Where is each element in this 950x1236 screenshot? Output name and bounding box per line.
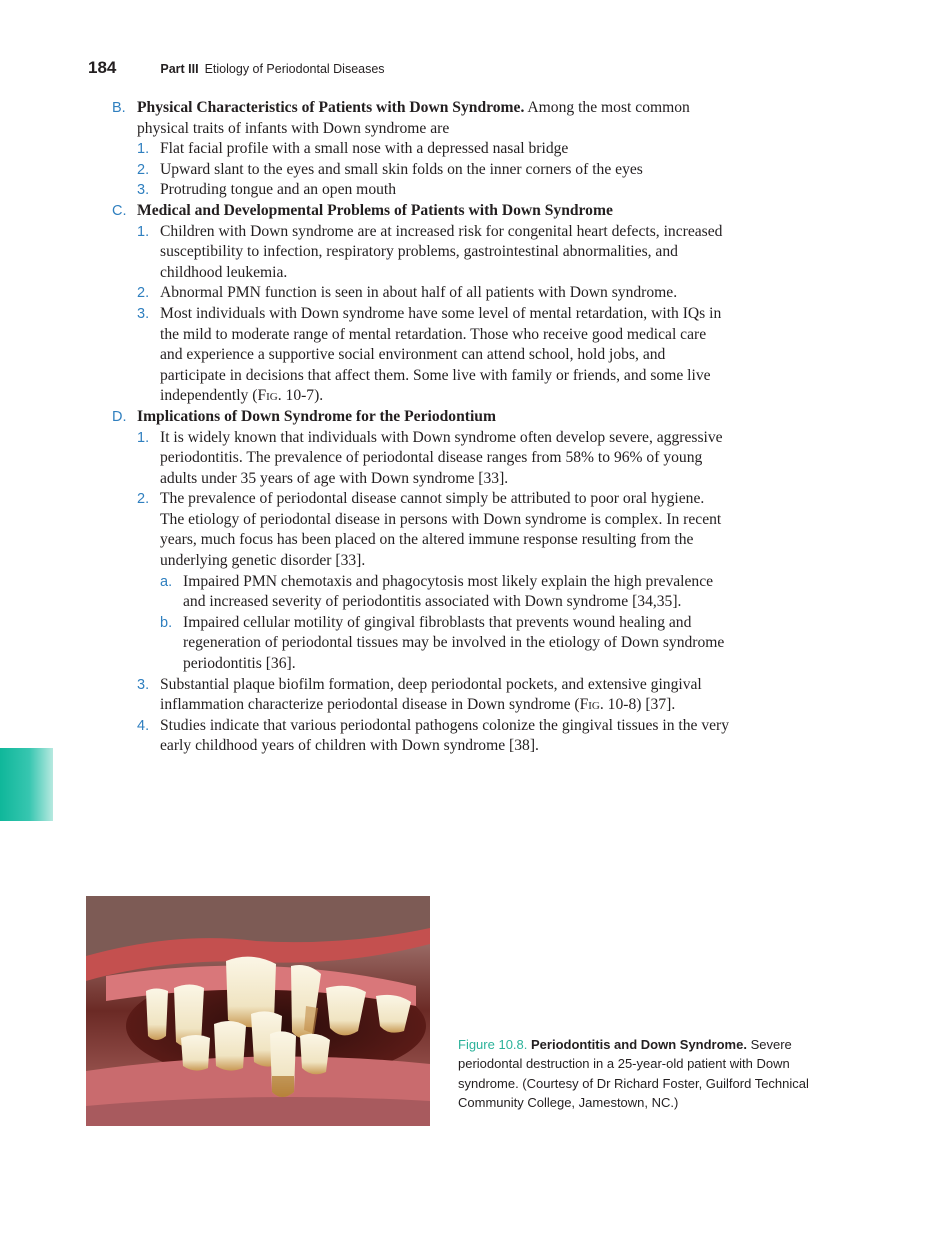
sub-list-item	[160, 613, 732, 675]
list-item	[137, 139, 732, 160]
part-label: Part III	[160, 62, 199, 76]
sub-list-letter: a.	[160, 573, 173, 590]
section-text	[137, 98, 732, 139]
list-text: Upward slant to the eyes and small skin folds on the inner corners of the eyes	[160, 160, 643, 178]
section-c	[112, 201, 732, 222]
figure-caption	[458, 1035, 818, 1113]
sub-list-text: Impaired PMN chemotaxis and phagocytosis most likely explain the high prevalence and increased severity of periodontitis associated with Down syndrome [34,35].	[183, 572, 714, 611]
sub-list-text: Impaired cellular motility of gingival fibroblasts that prevents wound healing and regeneration of periodontal tissues may be involved in the etiology of Down syndrome periodontitis [36].	[183, 613, 725, 673]
list-text: Children with Down syndrome are at increased risk for congenital heart defects, increased susceptibility to infection, respiratory problems, gastrointestinal abnormalities, and childhood leukemia.	[160, 222, 723, 281]
list-text: Flat facial profile with a small nose with a depressed nasal bridge	[160, 140, 569, 158]
list-number: 4.	[137, 717, 150, 734]
body-text	[112, 98, 732, 757]
list-item	[137, 304, 732, 407]
section-label: B.	[112, 100, 126, 116]
list-item	[137, 675, 732, 716]
list-item	[137, 180, 732, 201]
list-text	[160, 304, 732, 407]
list-number: 2.	[137, 285, 150, 302]
list-text-part: 10-7).	[281, 387, 324, 405]
part-title: Etiology of Periodontal Diseases	[204, 62, 385, 76]
clinical-photo	[86, 896, 430, 1126]
figure-reference: Fig.	[257, 387, 282, 405]
section-intro: Among the most common physical traits of infants with Down syndrome are	[137, 99, 690, 137]
list-item	[137, 489, 732, 571]
list-number: 3.	[137, 182, 150, 199]
list-text: Protruding tongue and an open mouth	[160, 181, 397, 199]
running-head	[88, 58, 385, 82]
figure-label: Figure 10.8.	[458, 1037, 528, 1052]
list-number: 1.	[137, 429, 150, 446]
list-text-part: Most individuals with Down syndrome have some level of mental retardation, with IQs in the mild to moderate range of mental retardation. Those who receive good medical care and experience a supportive social environment can attend school, hold jobs, and participate in decisions that affect them. Some live with family or friends, and some live independently (	[160, 304, 722, 405]
figure-title: Periodontitis and Down Syndrome.	[531, 1037, 747, 1052]
page-number: 184	[88, 58, 117, 77]
list-text: Abnormal PMN function is seen in about half of all patients with Down syndrome.	[160, 284, 678, 302]
section-heading: Medical and Developmental Problems of Patients with Down Syndrome	[137, 201, 613, 219]
list-number: 1.	[137, 223, 150, 240]
section-heading: Implications of Down Syndrome for the Periodontium	[137, 407, 496, 425]
list-text: It is widely known that individuals with Down syndrome often develop severe, aggressive periodontitis. The prevalence of periodontal disease ranges from 58% to 96% of young adults under 35 years of age with Down syndrome [33].	[160, 428, 723, 487]
section-label: D.	[112, 408, 127, 425]
list-number: 3.	[137, 305, 150, 322]
list-number: 3.	[137, 676, 150, 693]
section-heading: Physical Characteristics of Patients with Down Syndrome.	[137, 99, 525, 116]
list-item	[137, 222, 732, 284]
figure-reference: Fig.	[579, 696, 604, 714]
list-text-part: 10-8) [37].	[603, 696, 676, 714]
list-number: 2.	[137, 491, 150, 508]
chapter-thumb-tab	[0, 748, 53, 821]
list-number: 2.	[137, 161, 150, 178]
list-number: 1.	[137, 141, 150, 158]
list-text: The prevalence of periodontal disease cannot simply be attributed to poor oral hygiene. The etiology of periodontal disease in persons with Down syndrome is complex. In recent years, much focus has been placed on the altered immune response resulting from the underlying genetic disorder [33].	[160, 490, 722, 570]
list-text	[160, 675, 732, 716]
section-label: C.	[112, 202, 127, 219]
section-d	[112, 407, 732, 428]
list-item	[137, 160, 732, 181]
sub-list-item	[160, 572, 732, 613]
list-item	[137, 283, 732, 304]
figure-caption-text: Severe periodontal destruction in a 25-year-old patient with Down syndrome. (Courtesy of Dr Richard Foster, Guilford Technical Community College, Jamestown, NC.)	[458, 1037, 809, 1111]
sub-list-letter: b.	[160, 614, 173, 631]
list-item	[137, 716, 732, 757]
list-item	[137, 428, 732, 490]
list-text: Studies indicate that various periodontal pathogens colonize the gingival tissues in the very early childhood years of children with Down syndrome [38].	[160, 716, 730, 755]
list-text-part: Substantial plaque biofilm formation, deep periodontal pockets, and extensive gingival inflammation characterize periodontal disease in Down syndrome (	[160, 675, 702, 714]
section-b	[112, 98, 732, 139]
